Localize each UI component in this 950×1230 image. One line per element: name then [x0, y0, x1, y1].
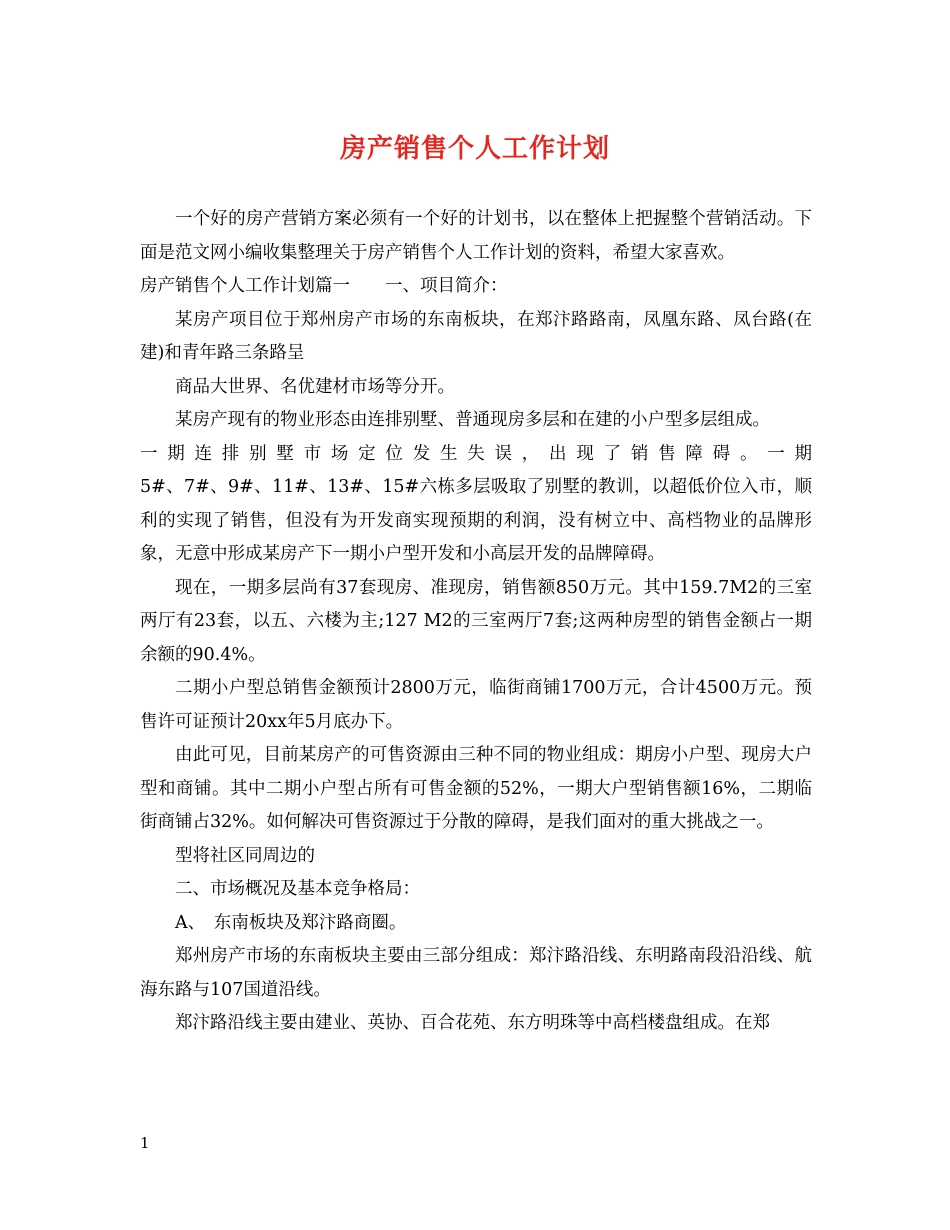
paragraph-location: 某房产项目位于郑州房产市场的东南板块，在郑汴路路南，凤凰东路、凤台路(在建)和青年路三条路呈 — [140, 309, 812, 363]
paragraph-southeast-block: 郑州房产市场的东南板块主要由三部分组成：郑汴路沿线、东明路南段沿沿线、航海东路与107国道沿线。 — [140, 946, 812, 1000]
paragraph-markets: 商品大世界、名优建材市场等分开。 — [175, 376, 455, 397]
paragraph-phase-two: 二期小户型总销售金额预计2800万元，临街商铺1700万元，合计4500万元。预售许可证预计20xx年5月底办下。 — [140, 678, 812, 732]
document-body — [140, 203, 812, 1041]
paragraph-market-heading: 二、市场概况及基本竞争格局： — [175, 879, 420, 899]
page-number: 1 — [140, 1134, 150, 1152]
paragraph-subheading-a: A、 东南板块及郑汴路商圈。 — [175, 912, 407, 933]
paragraph-zhengbian-road: 郑汴路沿线主要由建业、英协、百合花苑、东方明珠等中高档楼盘组成。在郑 — [175, 1013, 770, 1033]
paragraph-current-inventory: 现在，一期多层尚有37套现房、准现房，销售额850万元。其中159.7M2的三室两厅有23套，以五、六楼为主;127 M2的三室两厅7套;这两种房型的销售金额占一期余额的90.4%。 — [140, 577, 812, 665]
paragraph-villa-issue: 一期连排别墅市场定位发生失误，出现了销售障碍。一期 — [140, 443, 812, 464]
document-title: 房产销售个人工作计划 — [339, 134, 610, 164]
paragraph-buildings: 5#、7#、9#、11#、13#、15#六栋多层吸取了别墅的教训，以超低价位入市，顺利的实现了销售，但没有为开发商实现预期的利润，没有树立中、高档物业的品牌形象，无意中形成某房产下一期小户型开发和小高层开发的品牌障碍。 — [140, 477, 812, 564]
paragraph-resources: 由此可见，目前某房产的可售资源由三种不同的物业组成：期房小户型、现房大户型和商铺。其中二期小户型占所有可售金额的52%，一期大户型销售额16%，二期临街商铺占32%。如何解决可售资源过于分散的障碍，是我们面对的重大挑战之一。 — [140, 745, 812, 832]
paragraph-intro: 一个好的房产营销方案必须有一个好的计划书，以在整体上把握整个营销活动。下面是范文网小编收集整理关于房产销售个人工作计划的资料，希望大家喜欢。 — [140, 209, 812, 263]
paragraph-fragment: 型将社区同周边的 — [175, 845, 315, 866]
paragraph-property-types: 某房产现有的物业形态由连排别墅、普通现房多层和在建的小户型多层组成。 — [175, 410, 770, 430]
paragraph-section-heading: 房产销售个人工作计划篇一 一、项目简介： — [140, 276, 508, 296]
